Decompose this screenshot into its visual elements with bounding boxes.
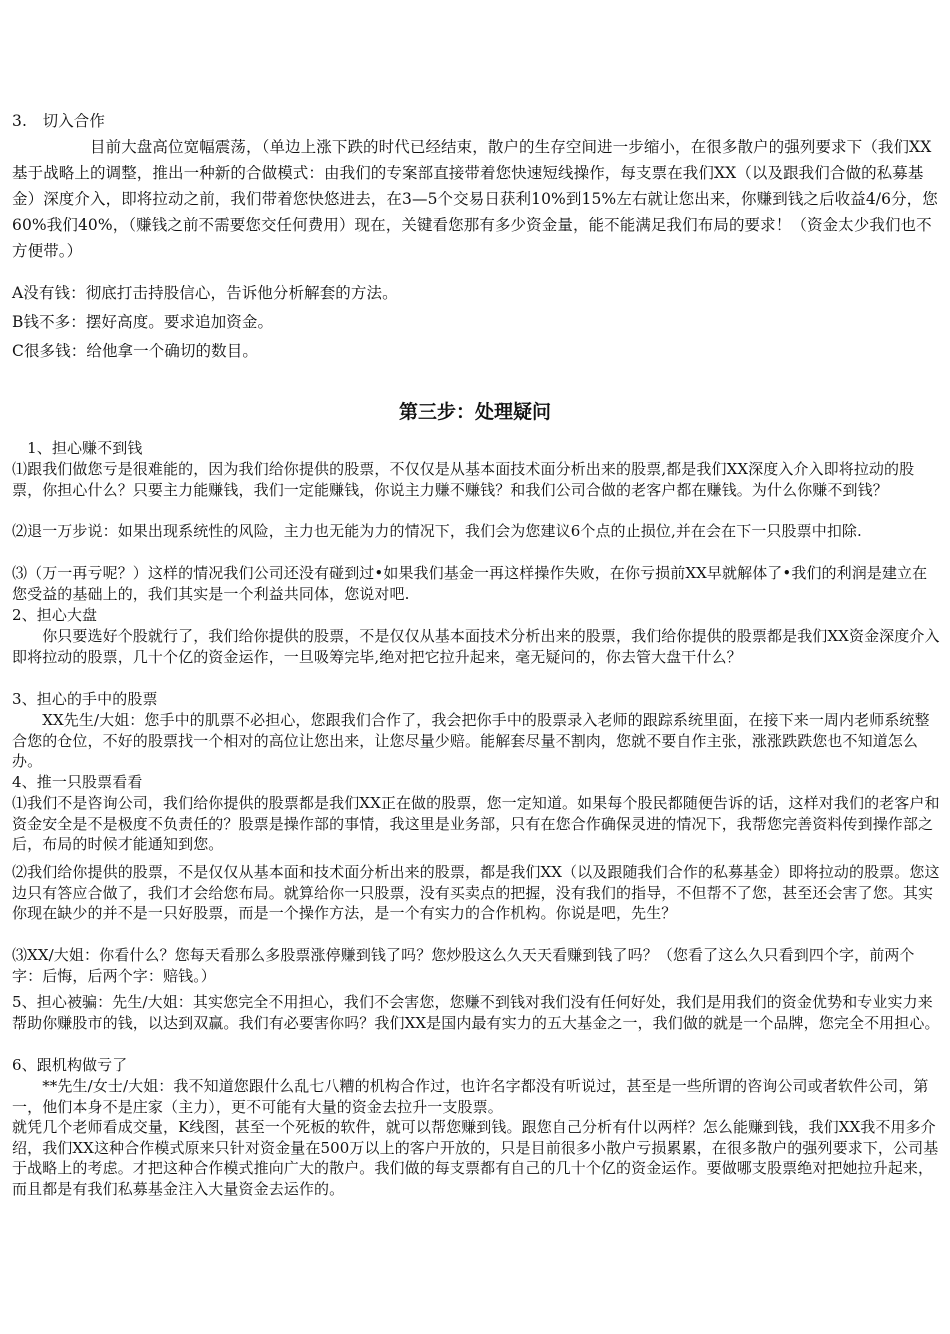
question-1-point-3: ⑶（万一再亏呢？）这样的情况我们公司还没有碰到过•如果我们基金一再这样操作失败，在你亏损前XX早就解体了•我们的利润是建立在您受益的基础上的，我们其实是一个利益共同体，您说对吧. [12, 564, 928, 603]
question-6-paragraph-2: 就凭几个老师看成交量，K线图，甚至一个死板的软件，就可以帮您赚到钱。跟您自己分析有什以两样？怎么能赚到钱，我们XX我不用多介绍，我们XX这种合作模式原来只针对资金量在500万以上的客户开放的，只是目前很多小散户亏损累累，在很多散户的强列要求下，公司基于战略上的考虑。才把这种合作模式推向广大的散户。我们做的每支票都有自己的几十个亿的资金运作。要做哪支股票绝对把她拉升起来，而且都是有我们私募基金注入大量资金去运作的。 [12, 1118, 939, 1198]
option-c-line: C很多钱：给他拿一个确切的数目。 [12, 342, 258, 360]
question-3-paragraph: XX先生/大姐：您手中的肌票不必担心，您跟我们合作了，我会把你手中的股票录入老师的跟踪系统里面，在接下来一周内老师系统整合您的仓位，不好的股票找一个相对的高位让您出来，让您尽量少赔。能解套尽量不割肉，您就不要自作主张，涨涨跌跌您也不知道怎么办。 [12, 711, 930, 770]
question-1-point-1: ⑴跟我们做您亏是很难能的，因为我们给你提供的股票，不仅仅是从基本面技术面分析出来的股票,都是我们XX深度入介入即将拉动的股票，你担心什么？只要主力能赚钱，我们一定能赚钱，你说主力赚不赚钱？和我们公司合做的老客户都在赚钱。为什么你赚不到钱？ [12, 460, 915, 499]
option-b-line: B钱不多：摆好高度。要求追加资金。 [12, 313, 274, 331]
question-4-point-2: ⑵我们给你提供的股票，不是仅仅从基本面和技术面分析出来的股票，都是我们XX（以及跟随我们合作的私募基金）即将拉动的股票。您这边只有答应合做了，我们才会给您布局。就算给你一只股票，没有买卖点的把握，没有我们的指导，不但帮不了您，甚至还会害了您。其实你现在缺少的并不是一只好股票，而是一个操作方法，是一个有实力的合作机构。你说是吧，先生？ [12, 863, 940, 922]
option-a-line: A没有钱：彻底打击持股信心，告诉他分析解套的方法。 [12, 284, 398, 302]
question-6-paragraph-1: **先生/女士/大姐：我不知道您跟什么乱七八糟的机构合作过，也许名字都没有听说过，甚至是一些所谓的咨询公司或者软件公司，第一，他们本身不是庄家（主力），更不可能有大量的资金去拉升一支股票。 [12, 1077, 929, 1116]
step-3-heading: 第三步：处理疑问 [398, 401, 551, 423]
question-6-title: 6、跟机构做亏了 [12, 1056, 128, 1074]
section-3-title: 3. 切入合作 [12, 112, 105, 130]
question-3-title: 3、担心的手中的股票 [12, 690, 158, 708]
question-5-paragraph: 5、担心被骗：先生/大姐：其实您完全不用担心，我们不会害您，您赚不到钱对我们没有任何好处，我们是用我们的资金优势和专业实力来帮助你赚股市的钱，以达到双赢。我们有必要害你吗？我们XX是国内最有实力的五大基金之一，我们做的就是一个品牌，您完全不用担心。 [12, 993, 940, 1032]
question-4-point-1: ⑴我们不是咨询公司，我们给你提供的股票都是我们XX正在做的股票，您一定知道。如果每个股民都随便告诉的话，这样对我们的老客户和资金安全是不是极度不负责任的？股票是操作部的事情，我这里是业务部，只有在您合作确保灵进的情况下，我帮您完善资料传到操作部之后，布局的时候才能通知到您。 [12, 794, 940, 853]
question-4-title: 4、推一只股票看看 [12, 773, 143, 791]
question-1-point-2: ⑵退一万步说：如果出现系统性的风险，主力也无能为力的情况下，我们会为您建议6个点的止损位,并在会在下一只股票中扣除. [12, 522, 862, 540]
question-2-paragraph: 你只要选好个股就行了，我们给你提供的股票，不是仅仅从基本面技术分析出来的股票，我们给你提供的股票都是我们XX资金深度介入即将拉动的股票，几十个亿的资金运作，一旦吸筹完毕,绝对把它拉升起来，毫无疑问的，你去管大盘干什么？ [12, 627, 940, 666]
question-2-title: 2、担心大盘 [12, 606, 98, 624]
question-1-title: 1、担心赚不到钱 [12, 439, 143, 457]
section-3-paragraph: 目前大盘高位宽幅震荡，（单边上涨下跌的时代已经结束，散户的生存空间进一步缩小，在很多散户的强列要求下（我们XX基于战略上的调整，推出一种新的合做模式：由我们的专案部直接带着您快速短线操作，每支票在我们XX（以及跟我们合做的私募基金）深度介入，即将拉动之前，我们带着您快悠进去，在3—5个交易日获利10%到15%左右就让您出来，你赚到钱之后收益4/6分，您60%我们40%，（赚钱之前不需要您交任何费用）现在，关键看您那有多少资金量，能不能满足我们布局的要求！（资金太少我们也不方便带。） [12, 138, 938, 260]
question-4-point-3: ⑶XX/大姐：你看什么？您每天看那么多股票涨停赚到钱了吗？您炒股这么久天天看赚到钱了吗？（您看了这么久只看到四个字，前两个字：后悔，后两个字：赔钱。） [12, 946, 915, 985]
